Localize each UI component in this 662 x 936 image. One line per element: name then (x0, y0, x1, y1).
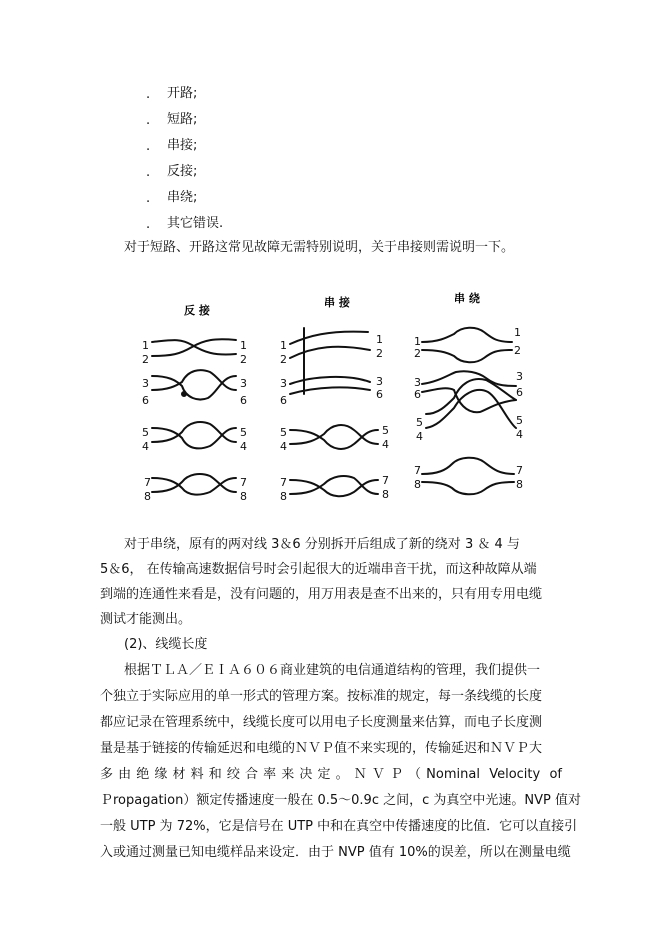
pin-label: 7 (516, 464, 523, 477)
pin-label: 5 (416, 416, 423, 429)
pin-label: 2 (240, 353, 247, 366)
pin-label: 4 (142, 440, 149, 453)
paragraph-line: 测试才能测出。 (100, 612, 192, 627)
paragraph-line: 一般 UTP 为 72%，它是信号在 UTP 中和在真空中传播速度的比值．它可以直接引 (100, 819, 578, 834)
pin-label: 6 (240, 394, 247, 407)
intro-text: 对于短路、开路这常见故障无需特别说明，关于串接则需说明一下。 (124, 240, 515, 255)
pin-label: 6 (142, 394, 149, 407)
list-item: . 开路; (146, 84, 223, 110)
section-heading: (2)、线缆长度 (124, 637, 208, 652)
pin-label: 8 (382, 488, 389, 501)
paragraph-line: 对于串绕，原有的两对线 3＆6 分别拆开后组成了新的绕对 3 ＆ 4 与 (124, 537, 520, 552)
pin-label: 8 (280, 490, 287, 503)
pin-label: 4 (240, 440, 247, 453)
list-item: . 反接; (146, 162, 223, 188)
pin-label: 7 (414, 464, 421, 477)
pin-label: 4 (382, 438, 389, 451)
bullet-dot-icon: . (146, 217, 151, 232)
reversed-pair-diagram (152, 339, 236, 494)
paragraph-line: 多由绝缘材料和绞合率来决定。ＮＶＰ（Nominal Velocity of (100, 767, 562, 782)
pin-label: 5 (240, 426, 247, 439)
split-twist-diagram (422, 328, 516, 495)
pin-label: 5 (516, 414, 523, 427)
pin-label: 3 (280, 377, 287, 390)
paragraph-line: 量是基于链接的传输延迟和电缆的ＮＶＰ值不来实现的，传输延迟和ＮＶＰ大 (100, 741, 543, 756)
list-item: . 短路; (146, 110, 223, 136)
pin-label: 3 (376, 375, 383, 388)
pin-label: 7 (280, 476, 287, 489)
pin-label: 3 (142, 377, 149, 390)
bullet-dot-icon: . (146, 87, 151, 102)
bullet-dot-icon: . (146, 113, 151, 128)
wiring-fault-diagram (132, 290, 532, 510)
diagram-title-split: 串 接 (324, 296, 350, 309)
pin-label: 8 (414, 478, 421, 491)
list-item: . 串接; (146, 136, 223, 162)
pin-label: 1 (280, 339, 287, 352)
pin-label: 1 (414, 335, 421, 348)
diagram-title-reversed: 反 接 (184, 304, 210, 317)
pin-label: 8 (144, 490, 151, 503)
pin-label: 1 (142, 339, 149, 352)
pin-label: 1 (376, 333, 383, 346)
paragraph-line: 5＆6， 在传输高速数据信号时会引起很大的近端串音干扰，而这种故障从端 (100, 562, 537, 577)
pin-label: 5 (142, 426, 149, 439)
pin-label: 8 (516, 478, 523, 491)
pin-label: 1 (514, 326, 521, 339)
pin-label: 4 (516, 428, 523, 441)
pin-label: 3 (240, 377, 247, 390)
fault-list (146, 84, 223, 240)
pin-label: 8 (240, 490, 247, 503)
pin-label: 6 (376, 388, 383, 401)
pin-label: 2 (280, 353, 287, 366)
bullet-dot-icon: . (146, 139, 151, 154)
pin-label: 7 (382, 474, 389, 487)
bullet-dot-icon: . (146, 191, 151, 206)
paragraph-line: 都应记录在管理系统中，线缆长度可以用电子长度测量来估算，而电子长度测 (100, 715, 543, 730)
bullet-dot-icon: . (146, 165, 151, 180)
paragraph-line: 到端的连通性来看是，没有问题的，用万用表是查不出来的，只有用专用电缆 (100, 587, 543, 602)
pin-label: 6 (516, 386, 523, 399)
pin-label: 4 (416, 430, 423, 443)
pin-label: 7 (240, 476, 247, 489)
paragraph-line: 个独立于实际应用的单一形式的管理方案。按标准的规定，每一条线缆的长度 (100, 689, 543, 704)
pin-label: 1 (240, 339, 247, 352)
pin-label: 7 (144, 476, 151, 489)
pin-label: 2 (514, 344, 521, 357)
pin-label: 3 (516, 370, 523, 383)
pin-label: 6 (280, 394, 287, 407)
pin-label: 6 (414, 388, 421, 401)
diagram-title-twist: 串 绕 (454, 292, 480, 305)
list-item: . 串绕; (146, 188, 223, 214)
pin-label: 2 (142, 353, 149, 366)
pin-label: 2 (376, 347, 383, 360)
pin-label: 4 (280, 440, 287, 453)
pin-label: 5 (382, 424, 389, 437)
paragraph-line: Ｐropagation）额定传播速度一般在 0.5～0.9c 之间，c 为真空中光速。NVP 值对 (100, 793, 581, 808)
split-pair-diagram (290, 328, 378, 496)
paragraph-line: 入或通过测量已知电缆样品来设定．由于 NVP 值有 10%的误差，所以在测量电缆 (100, 845, 571, 860)
paragraph-line: 根据ＴＬＡ／ＥＩＡ６０６商业建筑的电信通道结构的管理，我们提供一 (124, 663, 541, 678)
pin-label: 2 (414, 347, 421, 360)
pin-label: 5 (280, 426, 287, 439)
pin-label: 3 (414, 376, 421, 389)
list-item: . 其它错误. (146, 214, 223, 240)
